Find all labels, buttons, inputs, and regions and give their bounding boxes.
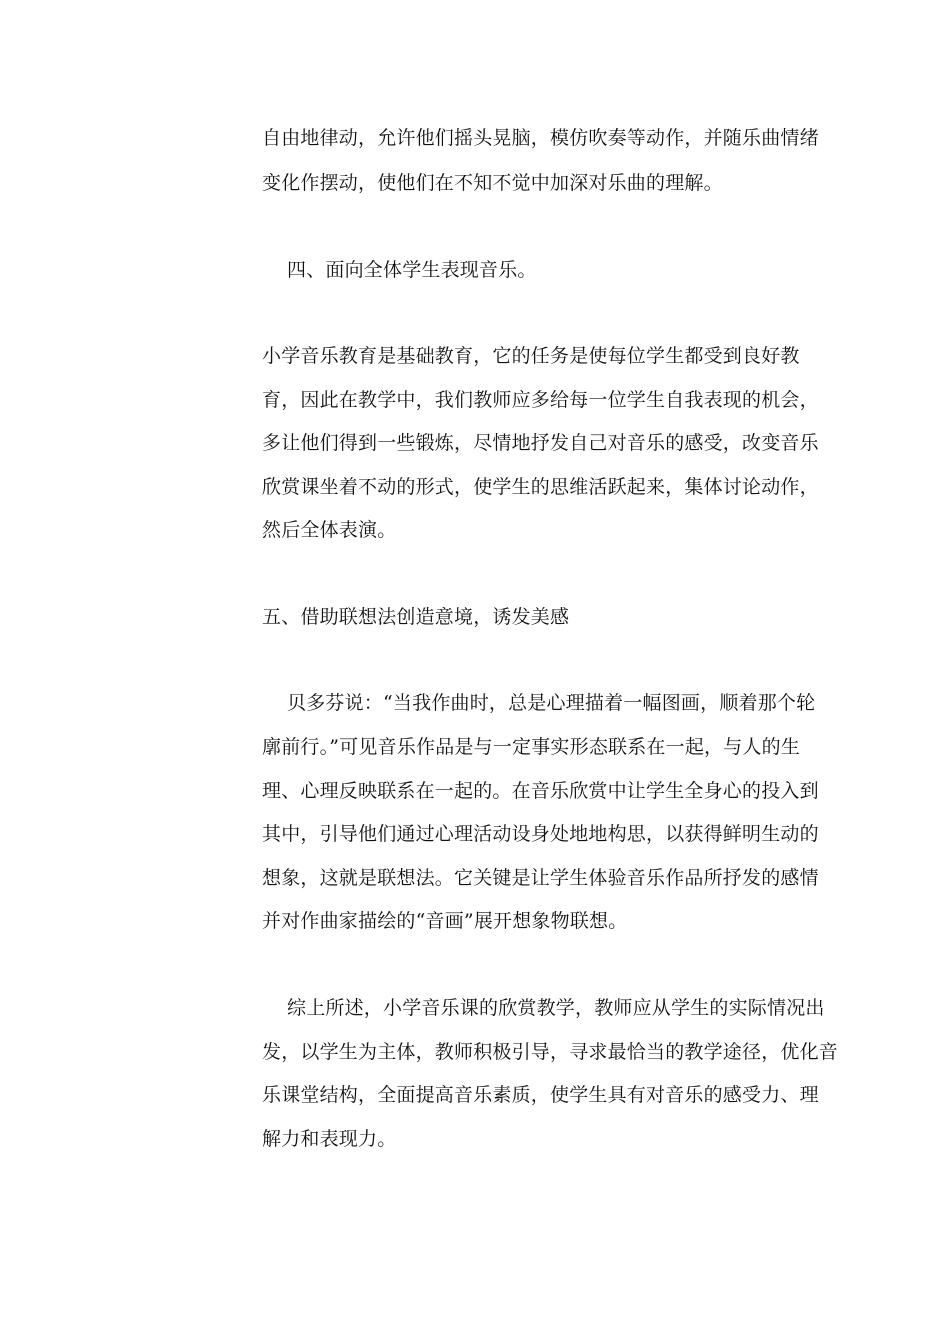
text-line: 育，因此在教学中，我们教师应多给每一位学生自我表现的机会，	[262, 389, 819, 411]
text-line: 然后全体表演。	[262, 519, 397, 541]
text-line: 想象，这就是联想法。它关键是让学生体验音乐作品所抒发的感情	[262, 867, 819, 889]
text-line: 理、心理反映联系在一起的。在音乐欣赏中让学生全身心的投入到	[262, 780, 819, 802]
text-line: 多让他们得到一些锻炼，尽情地抒发自己对音乐的感受，改变音乐	[262, 432, 819, 454]
text-line: 发，以学生为主体，教师积极引导，寻求最恰当的教学途径，优化音	[262, 1041, 839, 1063]
text-line: 廓前行。”可见音乐作品是与一定事实形态联系在一起，与人的生	[262, 736, 801, 758]
text-line: 小学音乐教育是基础教育，它的任务是使每位学生都受到良好教	[262, 345, 800, 367]
text-line: 贝多芬说：“当我作曲时，总是心理描着一幅图画，顺着那个轮	[287, 692, 816, 714]
section-heading: 五、借助联想法创造意境，诱发美感	[262, 606, 570, 628]
text-line: 变化作摆动，使他们在不知不觉中加深对乐曲的理解。	[262, 172, 723, 194]
section-heading: 四、面向全体学生表现音乐。	[287, 259, 537, 281]
text-line: 并对作曲家描绘的“音画”展开想象物联想。	[262, 910, 628, 932]
text-line: 综上所述，小学音乐课的欣赏教学，教师应从学生的实际情况出	[287, 997, 825, 1019]
text-line: 欣赏课坐着不动的形式，使学生的思维活跃起来，集体讨论动作，	[262, 476, 819, 498]
text-line: 其中，引导他们通过心理活动设身处地地构思，以获得鲜明生动的	[262, 823, 819, 845]
text-line: 乐课堂结构，全面提高音乐素质，使学生具有对音乐的感受力、理	[262, 1084, 819, 1106]
text-line: 解力和表现力。	[262, 1128, 397, 1150]
text-line: 自由地律动，允许他们摇头晃脑，模仿吹奏等动作，并随乐曲情绪	[262, 127, 819, 149]
